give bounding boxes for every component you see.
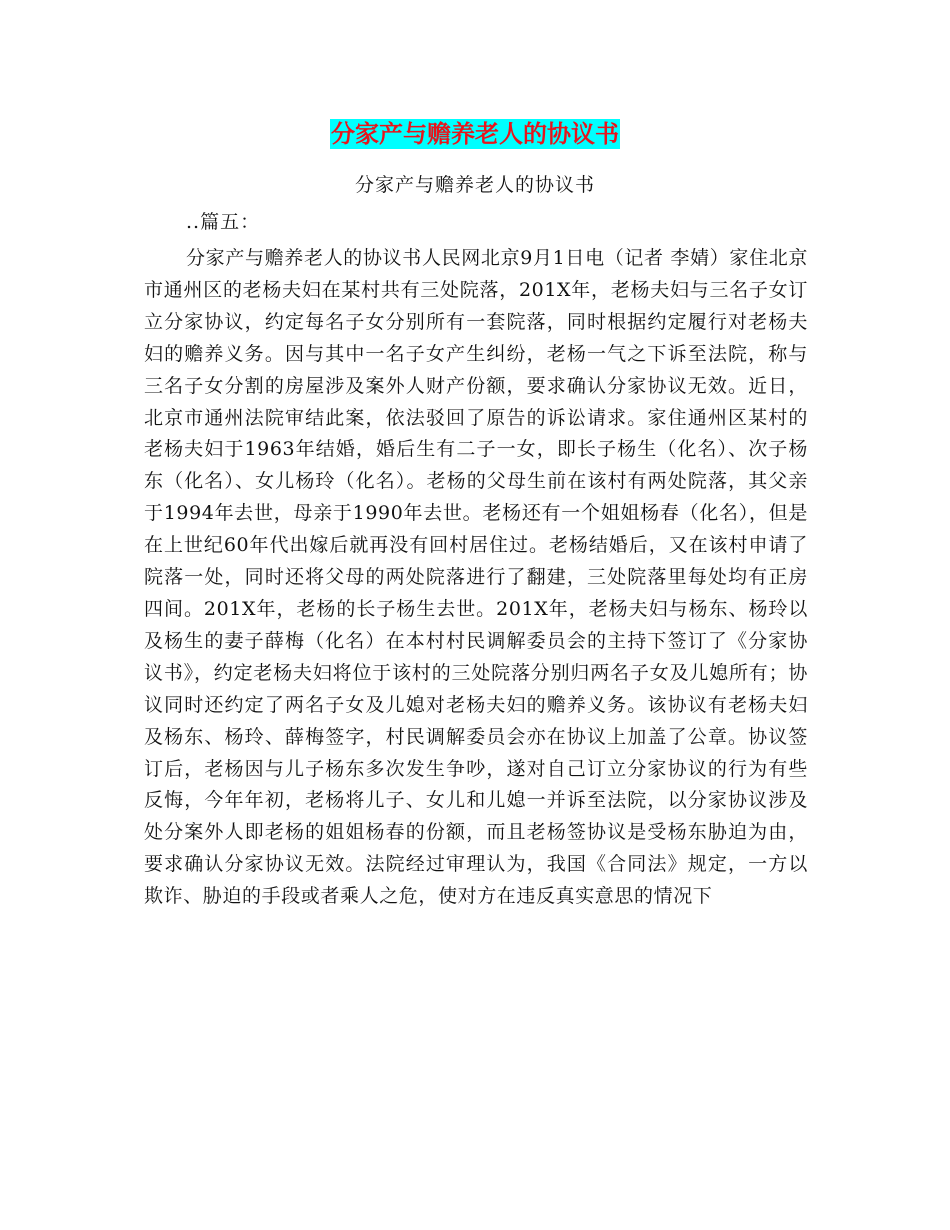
document-title-block — [0, 112, 950, 150]
document-subtitle: 分家产与赡养老人的协议书 — [354, 174, 595, 196]
section-label: ..篇五： — [186, 211, 261, 233]
document-title: 分家产与赡养老人的协议书 — [331, 120, 619, 148]
body-paragraph: 分家产与赡养老人的协议书人民网北京9月1日电（记者 李婧）家住北京市通州区的老杨夫妇在某村共有三处院落，201X年，老杨夫妇与三名子女订立分家协议，约定每名子女分别所有一套院落，同时根据约定履行对老杨夫妇的赡养义务。因与其中一名子女产生纠纷，老杨一气之下诉至法院，称与三名子女分割的房屋涉及案外人财产份额，要求确认分家协议无效。近日，北京市通州法院审结此案，依法驳回了原告的诉讼请求。家住通州区某村的老杨夫妇于1963年结婚，婚后生有二子一女，即长子杨生（化名）、次子杨东（化名）、女儿杨玲（化名）。老杨的父母生前在该村有两处院落，其父亲于1994年去世，母亲于1990年去世。老杨还有一个姐姐杨春（化名），但是在上世纪60年代出嫁后就再没有回村居住过。老杨结婚后，又在该村申请了院落一处，同时还将父母的两处院落进行了翻建，三处院落里每处均有正房四间。201X年，老杨的长子杨生去世。201X年，老杨夫妇与杨东、杨玲以及杨生的妻子薛梅（化名）在本村村民调解委员会的主持下签订了《分家协议书》，约定老杨夫妇将位于该村的三处院落分别归两名子女及儿媳所有；协议同时还约定了两名子女及儿媳对老杨夫妇的赡养义务。该协议有老杨夫妇及杨东、杨玲、薛梅签字，村民调解委员会亦在协议上加盖了公章。协议签订后，老杨因与儿子杨东多次发生争吵，遂对自己订立分家协议的行为有些反悔，今年年初，老杨将儿子、女儿和儿媳一并诉至法院，以分家协议涉及处分案外人即老杨的姐姐杨春的份额，而且老杨签协议是受杨东胁迫为由，要求确认分家协议无效。法院经过审理认为，我国《合同法》规定，一方以欺诈、胁迫的手段或者乘人之危，使对方在违反真实意思的情况下 — [144, 247, 808, 908]
